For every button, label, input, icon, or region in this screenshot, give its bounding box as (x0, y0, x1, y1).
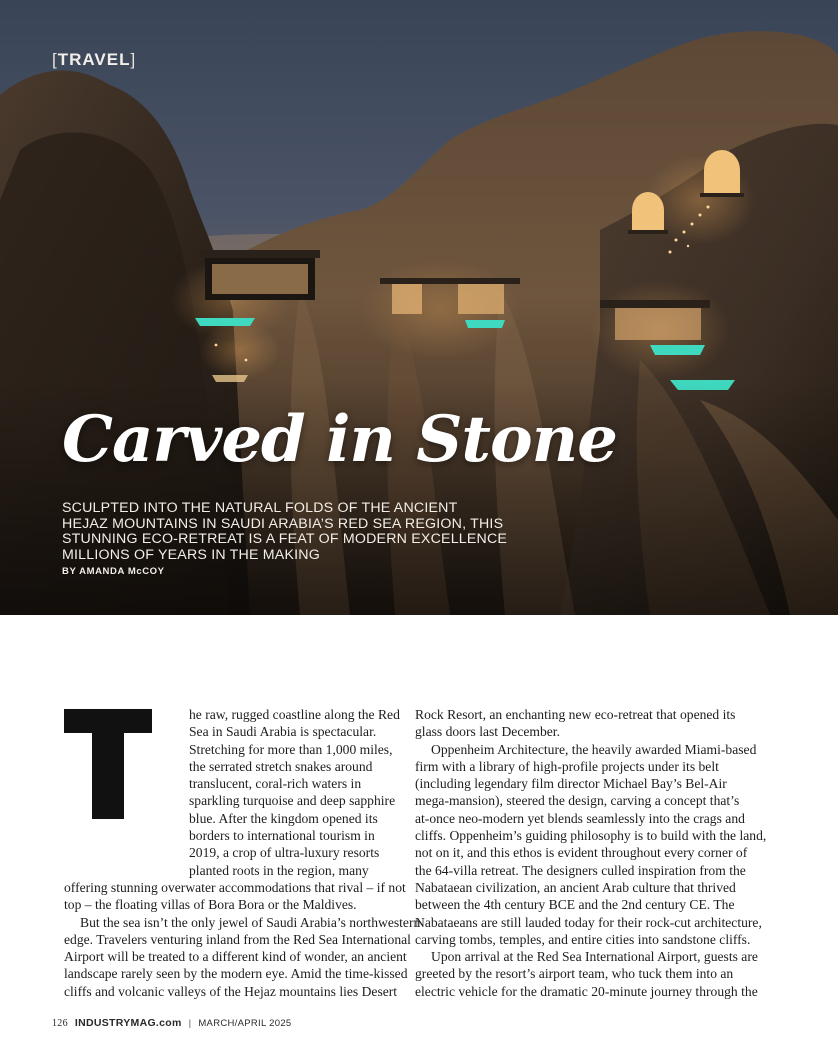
section-bracket-close: ] (130, 50, 137, 69)
pool (465, 320, 505, 328)
deck-line: STUNNING ECO-RETREAT IS A FEAT OF MODERN EXCELLENCE (62, 531, 508, 547)
body-line: cliffs and volcanic valleys of the Hejaz mountains lies Desert (64, 983, 398, 999)
body-line: cliffs. Oppenheim’s guiding philosophy is to build with the land, (415, 828, 767, 844)
body-line: electric vehicle for the dramatic 20-minute journey through the (415, 983, 758, 999)
deck-line: SCULPTED INTO THE NATURAL FOLDS OF THE ANCIENT (62, 500, 458, 516)
drop-cap (64, 709, 152, 819)
pool (650, 345, 705, 355)
body-line: offering stunning overwater accommodations that rival – if not (64, 880, 406, 895)
footer-separator: | (188, 1018, 192, 1029)
article-title: Carved in Stone (62, 402, 617, 477)
article-deck (62, 501, 532, 563)
body-line: landscape rarely seen by the modern eye. Amid the time-kissed (64, 966, 408, 982)
body-line: firm with a library of high-profile projects under its belt (415, 758, 719, 774)
deck-line: MILLIONS OF YEARS IN THE MAKING (62, 546, 320, 563)
body-line: 2019, a crop of ultra-luxury resorts (189, 845, 380, 861)
paragraph (415, 741, 767, 949)
body-line: But the sea isn’t the only jewel of Saudi Arabia’s northwestern (80, 914, 421, 930)
body-line: translucent, coral-rich waters in (189, 776, 362, 792)
paragraph (415, 948, 758, 1000)
body-line: top – the floating villas of Bora Bora or the Maldives. (64, 897, 357, 913)
body-line: between the 4th century BCE and the 2nd century CE. The (415, 897, 735, 913)
body-line: Airport will be treated to a different kind of wonder, an ancient (64, 949, 407, 965)
issue-date: MARCH/APRIL 2025 (198, 1018, 292, 1029)
body-line: blue. After the kingdom opened its (189, 810, 378, 826)
column-1-body (64, 879, 421, 1000)
byline: BY AMANDA McCOY (62, 566, 165, 577)
body-line: not on it, and this ethos is evident throughout every corner of (415, 845, 748, 861)
section-bracket-open: [ (52, 50, 58, 69)
body-line: borders to international tourism in (189, 828, 375, 844)
body-line: Nabataean civilization, an ancient Arab culture that thrived (415, 879, 736, 895)
column-2-body (415, 706, 767, 1000)
paragraph (64, 914, 421, 1000)
body-line: the 64-villa retreat. The designers culled inspiration from the (415, 862, 746, 878)
body-line: Stretching for more than 1,000 miles, (189, 741, 393, 757)
body-line: carving tombs, temples, and entire cities into sandstone cliffs. (415, 931, 751, 947)
deck-line: HEJAZ MOUNTAINS IN SAUDI ARABIA’S RED SEA REGION, THIS (62, 515, 504, 532)
body-line: Upon arrival at the Red Sea International Airport, guests are (431, 949, 758, 965)
paragraph (415, 706, 742, 741)
body-line: he raw, rugged coastline along the Red (189, 707, 400, 722)
page-footer (52, 1017, 292, 1029)
body-line: greeted by the resort’s airport team, who tuck them into an (415, 966, 734, 982)
paragraph (64, 879, 406, 914)
page-number: 126 (52, 1018, 68, 1029)
body-line: (including legendary film director Michael Bay’s Bel-Air (415, 776, 727, 792)
arched-window (632, 192, 664, 230)
body-line: Oppenheim Architecture, the heavily awarded Miami-based (431, 741, 757, 757)
body-line: at-once neo-modern yet blends seamlessly into the crags and (415, 810, 745, 826)
section-tag (52, 50, 136, 70)
body-line: glass doors last December. (415, 724, 560, 740)
pool (195, 318, 255, 326)
intro-wrapped-lines (189, 706, 399, 879)
body-line: sparkling turquoise and deep sapphire (189, 793, 396, 809)
body-line: planted roots in the region, many (189, 862, 369, 878)
body-line: the serrated stretch snakes around (189, 758, 373, 774)
publication-url[interactable]: INDUSTRYMAG.com (74, 1017, 182, 1029)
section-label: TRAVEL (57, 50, 131, 69)
body-line: Nabataeans are still lauded today for their rock-cut architecture, (415, 914, 762, 930)
body-line: edge. Travelers venturing inland from the Red Sea International (64, 931, 411, 947)
body-line: Sea in Saudi Arabia is spectacular. (189, 724, 377, 740)
arched-window (704, 150, 740, 193)
body-line: mega-mansion), steered the design, carving a concept that’s (415, 793, 740, 809)
body-line: Rock Resort, an enchanting new eco-retreat that opened its (415, 707, 736, 722)
